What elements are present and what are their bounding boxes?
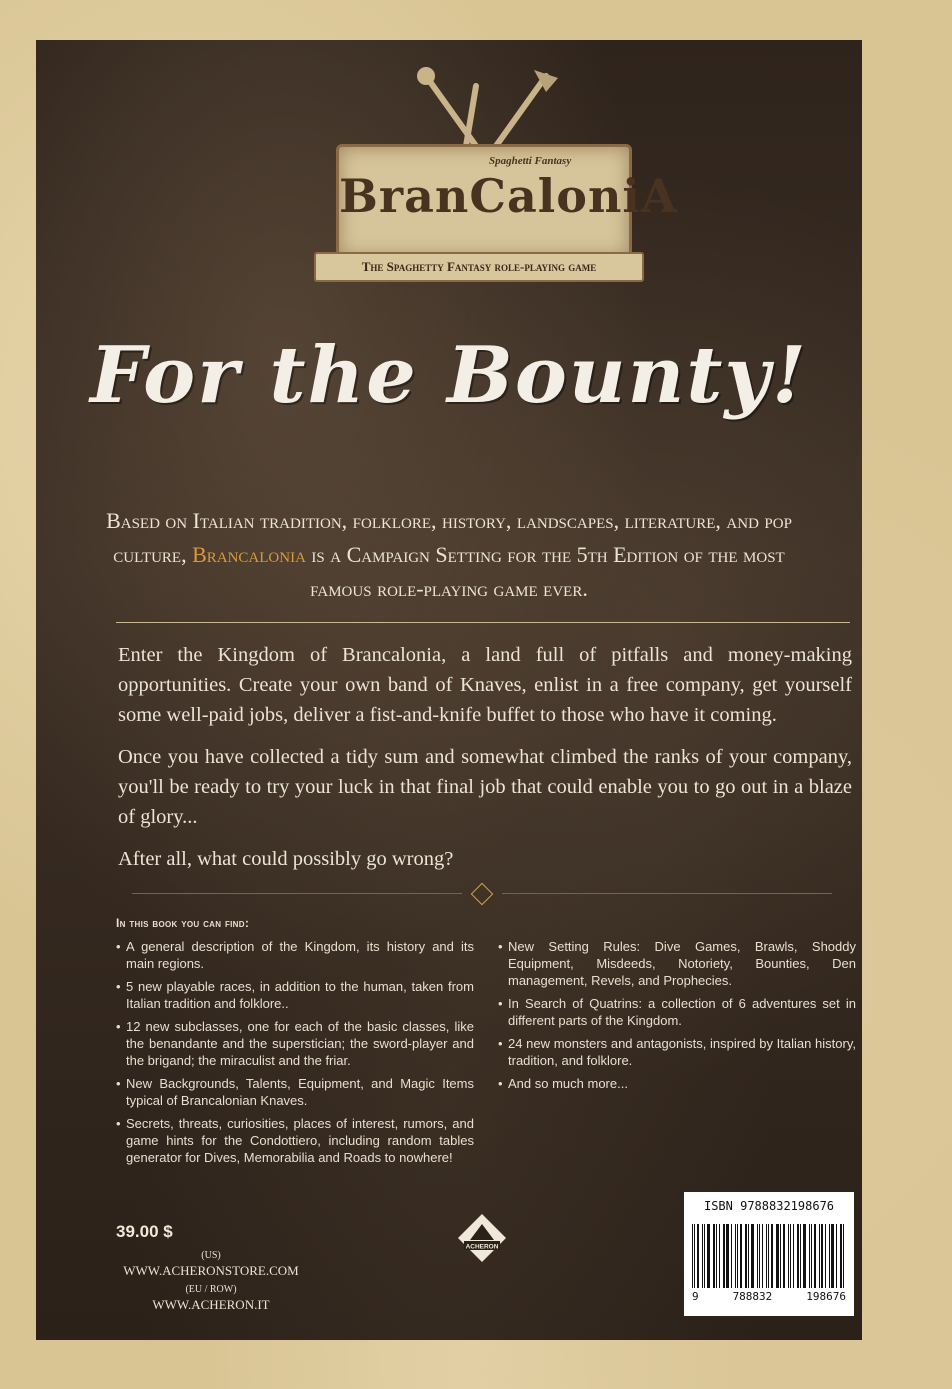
barcode-stripe <box>768 1224 769 1288</box>
barcode-stripe <box>771 1224 773 1288</box>
logo-banner <box>336 144 678 260</box>
barcode-stripe <box>819 1224 820 1288</box>
barcode-stripe <box>829 1224 830 1288</box>
price: 39.00 $ <box>116 1222 173 1241</box>
barcode-stripe <box>726 1224 729 1288</box>
barcode-stripe <box>809 1224 810 1288</box>
barcode-stripe <box>748 1224 749 1288</box>
divider-line-left <box>132 893 462 894</box>
barcode-stripe <box>697 1224 699 1288</box>
logo-wordmark: BranCaloniA <box>339 169 678 223</box>
list-item: • New Backgrounds, Talents, Equipment, and Magic Items typical of Brancalonian Knaves. <box>116 1075 474 1109</box>
barcode-stripe <box>713 1224 715 1288</box>
barcode-stripe <box>737 1224 738 1288</box>
publisher-logo <box>454 1210 510 1266</box>
barcode-stripe <box>751 1224 754 1288</box>
list-item: • New Setting Rules: Dive Games, Brawls, Shoddy Equipment, Misdeeds, Notoriety, Bounties, Den management, Revels, and Prophecies. <box>498 938 856 989</box>
barcode-stripe <box>793 1224 794 1288</box>
barcode-stripe <box>723 1224 725 1288</box>
barcode-stripe <box>783 1224 785 1288</box>
barcode-stripe <box>692 1224 693 1288</box>
paragraph: After all, what could possibly go wrong? <box>118 848 454 870</box>
barcode-digit-last: 198676 <box>806 1290 846 1303</box>
barcode-stripe <box>716 1224 717 1288</box>
barcode-digits <box>692 1290 846 1303</box>
contents-column-left <box>116 938 474 1172</box>
store-us-url: WWW.ACHERONSTORE.COM <box>123 1263 299 1278</box>
barcode-stripe <box>840 1224 842 1288</box>
list-item: • 12 new subclasses, one for each of the basic classes, like the benandante and the superstician; the sword-player and the brigand; the miraculist and the friar. <box>116 1018 474 1069</box>
publisher-name: ACHERON <box>465 1243 499 1251</box>
intro-text <box>96 504 802 606</box>
barcode-stripe <box>776 1224 779 1288</box>
description <box>118 640 852 886</box>
barcode-stripe <box>831 1224 834 1288</box>
paragraph: Enter the Kingdom of Brancalonia, a land full of pitfalls and money-making opportunities. Create your own band of Knaves, enlist in a free company, get yourself some well-paid jobs, deliver a fist-and-knife buffet to those who have it coming. <box>118 644 852 726</box>
brancalonia-logo <box>336 66 676 296</box>
barcode-stripe <box>757 1224 758 1288</box>
barcode-stripe <box>843 1224 844 1288</box>
isbn-label: ISBN 9788832198676 <box>684 1192 854 1220</box>
intro-after: is a Campaign Setting for the 5th Edition of the most famous role-playing game ever. <box>310 542 785 601</box>
paragraph: Once you have collected a tidy sum and somewhat climbed the ranks of your company, you'll be ready to try your luck in that final job that could enable you to go out in a blaze of glory... <box>118 746 852 828</box>
barcode-digit-mid: 788832 <box>732 1290 773 1303</box>
contents-column-right <box>498 938 856 1172</box>
barcode-stripe <box>780 1224 781 1288</box>
barcode-bars <box>692 1224 846 1288</box>
list-item: • Secrets, threats, curiosities, places of interest, rumors, and game hints for the Condottiero, including random tables generator for Dives, Memorabilia and Roads to nowhere! <box>116 1115 474 1166</box>
barcode-digit-first: 9 <box>692 1290 699 1303</box>
barcode-stripe <box>704 1224 705 1288</box>
divider-line-right <box>502 893 832 894</box>
barcode-stripe <box>702 1224 703 1288</box>
list-item: • 24 new monsters and antagonists, inspired by Italian history, tradition, and folklore. <box>498 1035 856 1069</box>
store-eu-label: (EU / ROW) <box>185 1284 237 1295</box>
barcode-stripe <box>836 1224 837 1288</box>
barcode-stripe <box>707 1224 710 1288</box>
list-item: • And so much more... <box>498 1075 856 1092</box>
cover-panel <box>36 40 862 1340</box>
logo-scroll: The Spaghetty Fantasy role-playing game <box>314 252 644 282</box>
barcode-stripe <box>719 1224 720 1288</box>
barcode-stripe <box>740 1224 742 1288</box>
barcode-stripe <box>803 1224 806 1288</box>
acheron-logo-icon <box>454 1210 510 1266</box>
barcode-stripe <box>745 1224 747 1288</box>
ornament-icon <box>471 883 494 906</box>
barcode-stripe <box>731 1224 732 1288</box>
book-title: For the Bounty! <box>90 330 808 421</box>
barcode-stripe <box>797 1224 799 1288</box>
barcode-stripe <box>759 1224 760 1288</box>
barcode-stripe <box>814 1224 816 1288</box>
intro-before: Based on Italian tradition, folklore, history, landscapes, literature, and pop culture, <box>106 508 792 567</box>
intro-highlight: Brancalonia <box>192 542 306 567</box>
store-eu-url: WWW.ACHERON.IT <box>152 1297 270 1312</box>
contents-heading: In this book you can find: <box>116 916 250 930</box>
list-item: • A general description of the Kingdom, its history and its main regions. <box>116 938 474 972</box>
list-item: • 5 new playable races, in addition to the human, taken from Italian tradition and folklore.. <box>116 978 474 1012</box>
barcode-stripe <box>825 1224 826 1288</box>
contents-list <box>116 916 856 1172</box>
barcode-stripe <box>790 1224 791 1288</box>
barcode-stripe <box>735 1224 736 1288</box>
list-item: • In Search of Quatrins: a collection of 6 adventures set in different parts of the Kingdom. <box>498 995 856 1029</box>
barcode <box>684 1220 854 1316</box>
barcode-stripe <box>788 1224 789 1288</box>
barcode-stripe <box>800 1224 801 1288</box>
section-rule <box>116 622 850 623</box>
store-us-label: (US) <box>201 1250 221 1261</box>
barcode-stripe <box>821 1224 823 1288</box>
crossed-weapons-icon <box>406 66 566 156</box>
ornament-divider <box>132 886 832 902</box>
barcode-stripe <box>762 1224 764 1288</box>
barcode-stripe <box>811 1224 812 1288</box>
barcode-stripe <box>766 1224 767 1288</box>
barcode-stripe <box>694 1224 695 1288</box>
store-links <box>116 1250 306 1318</box>
logo-tagline: Spaghetti Fantasy <box>489 155 572 167</box>
